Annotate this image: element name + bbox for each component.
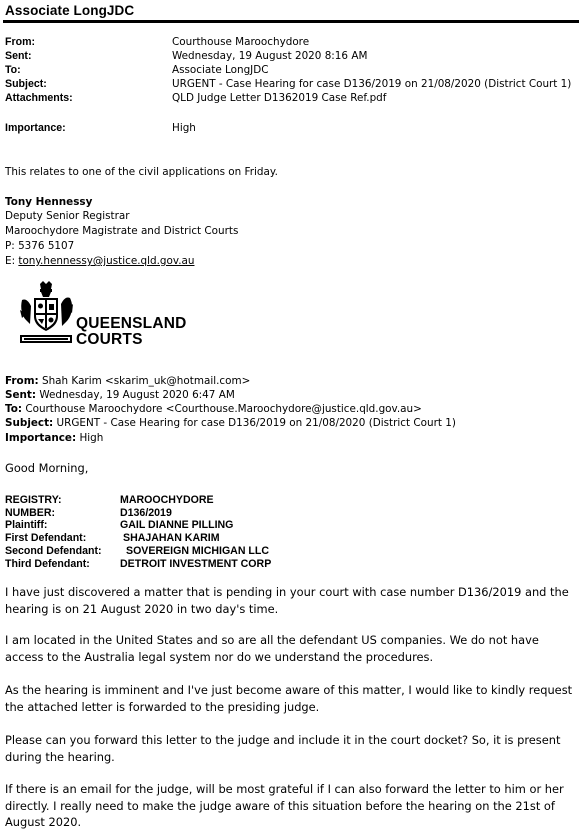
- title-divider: [3, 20, 579, 23]
- second-defendant-label: Second Defendant:: [5, 545, 102, 557]
- header-subject-label: Subject:: [5, 78, 47, 90]
- signature-email-line: [5, 255, 194, 267]
- body-paragraph: Please can you forward this letter to the judge and include it in the court docket? So, it is present during the hearing.: [5, 733, 561, 764]
- signature-org: Maroochydore Magistrate and District Courts: [5, 225, 239, 237]
- header-importance-value: High: [172, 122, 196, 134]
- header-importance-label: Importance:: [5, 122, 66, 134]
- header-importance-row: [5, 122, 575, 137]
- signature-title: Deputy Senior Registrar: [5, 210, 130, 222]
- fwd-to-label: To:: [5, 403, 23, 415]
- header-subject-row: [5, 78, 575, 93]
- logo-text-queensland: QUEENSLAND: [76, 315, 187, 332]
- fwd-to-value: Courthouse Maroochydore <Courthouse.Maroochydore@justice.qld.gov.au>: [25, 403, 422, 415]
- number-value: D136/2019: [120, 507, 172, 519]
- body-paragraph: If there is an email for the judge, will be most grateful if I can also forward the letter to him or her directly. I really need to make the judge aware of this situation before the hearing on the 21st of August 2020.: [5, 782, 564, 829]
- number-label: NUMBER:: [5, 507, 56, 519]
- body-paragraph: As the hearing is imminent and I've just become aware of this matter, I would like to kindly request the attached letter is forwarded to the presiding judge.: [5, 683, 573, 714]
- fwd-to-row: [5, 403, 422, 415]
- header-to-value: Associate LongJDC: [172, 64, 269, 76]
- fwd-importance-value: High: [79, 432, 104, 444]
- intro-text: This relates to one of the civil applications on Friday.: [5, 166, 278, 178]
- signature-email-prefix: E:: [5, 255, 19, 267]
- logo-text-courts: COURTS: [76, 331, 143, 348]
- fwd-importance-label: Importance:: [5, 432, 77, 444]
- header-sent-label: Sent:: [5, 50, 32, 62]
- registry-value: MAROOCHYDORE: [120, 494, 214, 506]
- header-from-value: Courthouse Maroochydore: [172, 36, 310, 48]
- body-paragraph: I am located in the United States and so are all the defendant US companies. We do not have access to the Australia legal system nor do we understand the procedures.: [5, 633, 539, 664]
- fwd-from-row: [5, 375, 250, 387]
- plaintiff-label: Plaintiff:: [5, 519, 48, 531]
- third-defendant-value: DETROIT INVESTMENT CORP: [120, 558, 272, 570]
- fwd-subject-row: [5, 417, 456, 429]
- fwd-sent-row: [5, 389, 235, 401]
- header-from-label: From:: [5, 36, 36, 48]
- header-from-row: [5, 36, 575, 51]
- registry-label: REGISTRY:: [5, 494, 62, 506]
- fwd-sent-value: Wednesday, 19 August 2020 6:47 AM: [39, 389, 235, 401]
- coat-of-arms-icon: [18, 280, 74, 346]
- signature-phone: P: 5376 5107: [5, 240, 75, 252]
- document-title: Associate LongJDC: [5, 3, 135, 18]
- fwd-importance-row: [5, 432, 103, 444]
- header-sent-value: Wednesday, 19 August 2020 8:16 AM: [172, 50, 368, 62]
- plaintiff-value: GAIL DIANNE PILLING: [120, 519, 234, 531]
- header-attachments-row: [5, 92, 575, 107]
- fwd-subject-label: Subject:: [5, 417, 54, 429]
- first-defendant-value: SHAJAHAN KARIM: [123, 532, 220, 544]
- header-sent-row: [5, 50, 575, 65]
- signature-name: Tony Hennessy: [5, 196, 93, 208]
- fwd-subject-value: URGENT - Case Hearing for case D136/2019 on 21/08/2020 (District Court 1): [56, 417, 456, 429]
- third-defendant-label: Third Defendant:: [5, 558, 90, 570]
- header-subject-value: URGENT - Case Hearing for case D136/2019 on 21/08/2020 (District Court 1): [172, 78, 572, 90]
- fwd-from-value: Shah Karim <skarim_uk@hotmail.com>: [42, 375, 251, 387]
- second-defendant-value: SOVEREIGN MICHIGAN LLC: [126, 545, 270, 557]
- queensland-courts-logo: [18, 280, 193, 346]
- header-attachments-label: Attachments:: [5, 92, 73, 104]
- body-paragraph: I have just discovered a matter that is pending in your court with case number D136/2019 and the hearing is on 21 August 2020 in two day's time.: [5, 585, 569, 616]
- fwd-sent-label: Sent:: [5, 389, 37, 401]
- header-to-label: To:: [5, 64, 21, 76]
- signature-email-link[interactable]: tony.hennessy@justice.qld.gov.au: [18, 255, 195, 267]
- header-to-row: [5, 64, 575, 79]
- fwd-from-label: From:: [5, 375, 39, 387]
- first-defendant-label: First Defendant:: [5, 532, 87, 544]
- attachment-link[interactable]: QLD Judge Letter D1362019 Case Ref.pdf: [172, 92, 387, 104]
- greeting-text: Good Morning,: [5, 461, 89, 475]
